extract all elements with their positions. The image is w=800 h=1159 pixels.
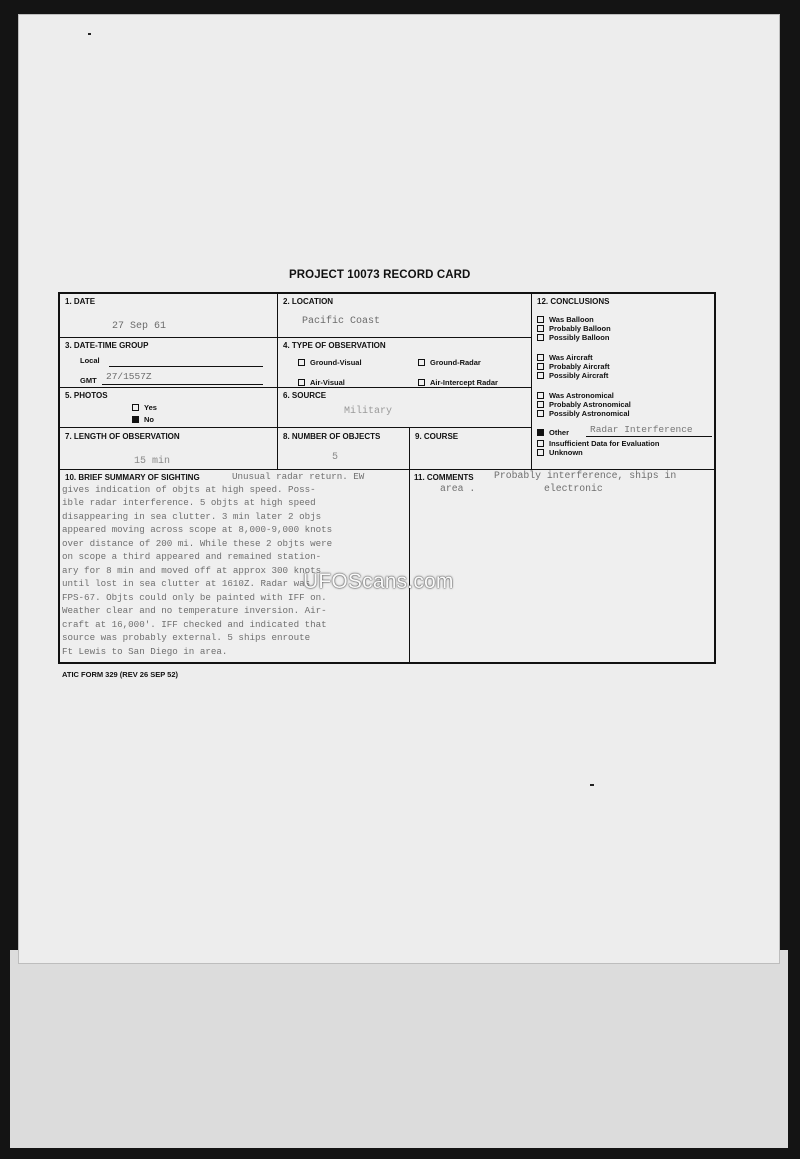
checkbox-checked-icon bbox=[418, 379, 425, 386]
conclusion-item: Possibly Aircraft bbox=[537, 371, 608, 380]
summary-line: over distance of 200 mi. While these 2 objts were bbox=[62, 538, 333, 549]
checkbox-icon bbox=[537, 354, 544, 361]
option-ground-radar: Ground-Radar bbox=[418, 358, 481, 367]
photos-cell bbox=[60, 388, 278, 428]
summary-line: FPS-67. Objts could only be painted with IFF on. bbox=[62, 592, 327, 603]
conclusion-item: Probably Astronomical bbox=[537, 400, 631, 409]
date-time-group-cell bbox=[60, 338, 278, 388]
backing-sheet bbox=[10, 950, 788, 1148]
conclusion-other-value: Radar Interference bbox=[590, 424, 693, 435]
source-label: 6. SOURCE bbox=[283, 391, 327, 400]
watermark: UFOScans.com bbox=[303, 570, 454, 593]
summary-line: until lost in sea clutter at 1610Z. Radar was bbox=[62, 578, 311, 589]
checkbox-icon bbox=[537, 363, 544, 370]
checkbox-icon bbox=[537, 316, 544, 323]
checkbox-icon bbox=[298, 359, 305, 366]
summary-line: craft at 16,000'. IFF checked and indicated that bbox=[62, 619, 327, 630]
conclusion-item: Possibly Balloon bbox=[537, 333, 609, 342]
checkbox-icon bbox=[537, 325, 544, 332]
summary-cell bbox=[60, 470, 410, 662]
conclusion-item: Was Astronomical bbox=[537, 391, 614, 400]
type-of-observation-label: 4. TYPE OF OBSERVATION bbox=[283, 341, 386, 350]
date-time-group-label: 3. DATE-TIME GROUP bbox=[65, 341, 149, 350]
card-title: PROJECT 10073 RECORD CARD bbox=[289, 269, 471, 281]
number-of-objects-value: 5 bbox=[332, 452, 339, 463]
course-label: 9. COURSE bbox=[415, 432, 459, 441]
conclusion-item: Was Aircraft bbox=[537, 353, 593, 362]
conclusion-item: Possibly Astronomical bbox=[537, 409, 630, 418]
checkbox-icon bbox=[537, 410, 544, 417]
dust-speck bbox=[88, 33, 91, 35]
course-cell bbox=[410, 428, 532, 470]
option-air-visual: Air-Visual bbox=[298, 378, 345, 387]
checkbox-icon bbox=[537, 449, 544, 456]
comments-line: electronic bbox=[544, 483, 603, 494]
length-of-observation-label: 7. LENGTH OF OBSERVATION bbox=[65, 432, 180, 441]
comments-line: Probably interference, ships in bbox=[494, 470, 677, 481]
conclusion-item: Unknown bbox=[537, 448, 583, 457]
conclusion-item: Probably Aircraft bbox=[537, 362, 610, 371]
checkbox-icon bbox=[132, 404, 139, 411]
gmt-line bbox=[102, 384, 263, 385]
photos-yes: Yes bbox=[132, 403, 157, 412]
local-label: Local bbox=[80, 356, 100, 365]
date-cell bbox=[60, 294, 278, 338]
summary-line: Unusual radar return. EW bbox=[232, 471, 365, 482]
form-number: ATIC FORM 329 (REV 26 SEP 52) bbox=[62, 670, 179, 679]
gmt-value: 27/1557Z bbox=[106, 371, 152, 382]
summary-line: Ft Lewis to San Diego in area. bbox=[62, 646, 228, 657]
summary-line: on scope a third appeared and remained station- bbox=[62, 551, 322, 562]
photos-label: 5. PHOTOS bbox=[65, 391, 108, 400]
date-label: 1. DATE bbox=[65, 297, 96, 306]
location-label: 2. LOCATION bbox=[283, 297, 334, 306]
length-of-observation-value: 15 min bbox=[134, 456, 171, 467]
type-of-observation-cell bbox=[278, 338, 532, 388]
checkbox-icon bbox=[418, 359, 425, 366]
conclusion-item: Probably Balloon bbox=[537, 324, 611, 333]
location-value: Pacific Coast bbox=[302, 316, 381, 327]
summary-line: gives indication of objts at high speed. Poss- bbox=[62, 484, 316, 495]
checkbox-checked-icon bbox=[132, 416, 139, 423]
conclusion-other: Other bbox=[537, 428, 569, 437]
summary-line: ary for 8 min and moved off at approx 300 knots bbox=[62, 565, 322, 576]
summary-label: 10. BRIEF SUMMARY OF SIGHTING bbox=[65, 473, 200, 482]
checkbox-icon bbox=[537, 401, 544, 408]
option-air-intercept-radar: Air-Intercept Radar bbox=[418, 378, 498, 387]
number-of-objects-cell bbox=[278, 428, 410, 470]
summary-line: appeared moving across scope at 8,000-9,000 knots bbox=[62, 524, 333, 535]
dust-speck bbox=[590, 784, 594, 786]
summary-line: disappearing in sea clutter. 3 min later 2 objs bbox=[62, 511, 322, 522]
length-of-observation-cell bbox=[60, 428, 278, 470]
conclusions-label: 12. CONCLUSIONS bbox=[537, 297, 610, 306]
local-line bbox=[109, 366, 263, 367]
photos-no: No bbox=[132, 415, 154, 424]
summary-line: source was probably external. 5 ships enroute bbox=[62, 632, 311, 643]
summary-line: Weather clear and no temperature inversion. Air- bbox=[62, 605, 327, 616]
gmt-label: GMT bbox=[80, 376, 97, 385]
record-card bbox=[58, 292, 716, 664]
checkbox-icon bbox=[298, 379, 305, 386]
conclusions-cell bbox=[532, 294, 714, 470]
checkbox-checked-icon bbox=[537, 429, 544, 436]
checkbox-icon bbox=[537, 334, 544, 341]
comments-cell bbox=[410, 470, 714, 662]
summary-line: ible radar interference. 5 objts at high speed bbox=[62, 497, 316, 508]
checkbox-icon bbox=[537, 440, 544, 447]
comments-line: area . bbox=[440, 483, 476, 494]
conclusion-item: Insufficient Data for Evaluation bbox=[537, 439, 659, 448]
source-cell bbox=[278, 388, 532, 428]
option-ground-visual: Ground-Visual bbox=[298, 358, 362, 367]
checkbox-icon bbox=[537, 372, 544, 379]
date-value: 27 Sep 61 bbox=[112, 321, 167, 332]
comments-label: 11. COMMENTS bbox=[414, 473, 474, 482]
other-line bbox=[586, 436, 712, 437]
number-of-objects-label: 8. NUMBER OF OBJECTS bbox=[283, 432, 381, 441]
conclusion-item: Was Balloon bbox=[537, 315, 594, 324]
location-cell bbox=[278, 294, 532, 338]
source-value: Military bbox=[344, 406, 393, 417]
checkbox-icon bbox=[537, 392, 544, 399]
